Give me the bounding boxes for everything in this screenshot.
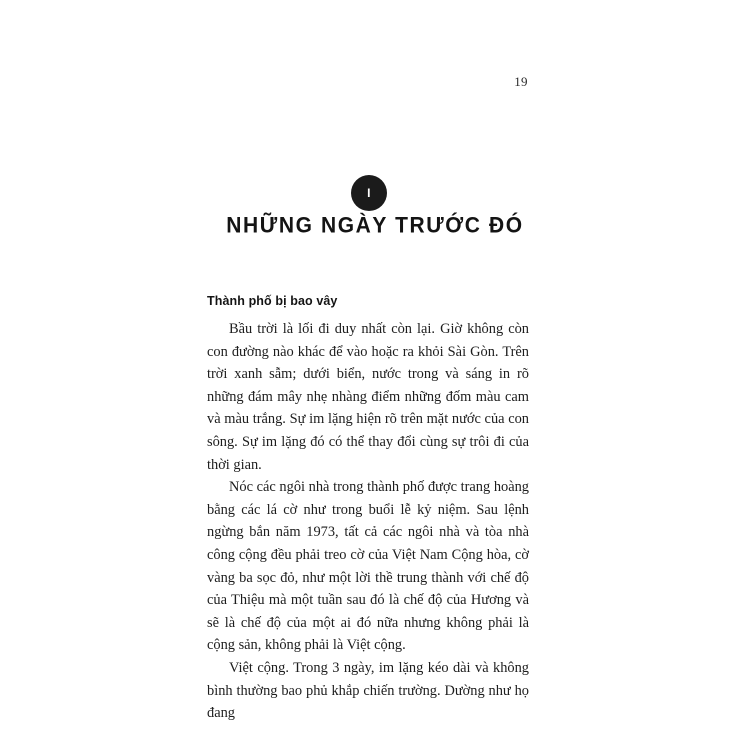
body-paragraph: Bầu trời là lối đi duy nhất còn lại. Giờ không còn con đường nào khác để vào hoặc ra khỏi Sài Gòn. Trên trời xanh sẫm; dưới biển, nước trong và sáng in rõ những đám mây nhẹ nhàng điểm những đốm màu cam và màu trắng. Sự im lặng hiện rõ trên mặt nước của con sông. Sự im lặng đó có thể thay đổi cùng sự trôi đi của thời gian. bbox=[207, 321, 529, 473]
page-number-value: 19 bbox=[514, 74, 528, 89]
page-number bbox=[0, 74, 750, 90]
chapter-number-badge bbox=[351, 175, 387, 211]
chapter-number-value: I bbox=[367, 186, 371, 200]
body-paragraph: Việt cộng. Trong 3 ngày, im lặng kéo dài và không bình thường bao phủ khắp chiến trường. Dường như họ đang bbox=[207, 659, 529, 722]
body-content bbox=[207, 294, 529, 725]
body-paragraph: Nóc các ngôi nhà trong thành phố được trang hoàng bằng các lá cờ như trong buổi lễ kỷ niệm. Sau lệnh ngừng bắn năm 1973, tất cả các ngôi nhà và tòa nhà công cộng đều phải treo cờ của Việt Nam Cộng hòa, cờ vàng ba sọc đỏ, như một lời thề trung thành với chế độ của Thiệu mà một tuần sau đó là chế độ của Hương và sẽ là chế độ của một ai đó nữa nhưng không phải là cộng sản, không phải là Việt cộng. bbox=[207, 479, 529, 654]
section-heading: Thành phố bị bao vây bbox=[207, 294, 338, 308]
chapter-title: NHỮNG NGÀY TRƯỚC ĐÓ bbox=[226, 213, 524, 238]
